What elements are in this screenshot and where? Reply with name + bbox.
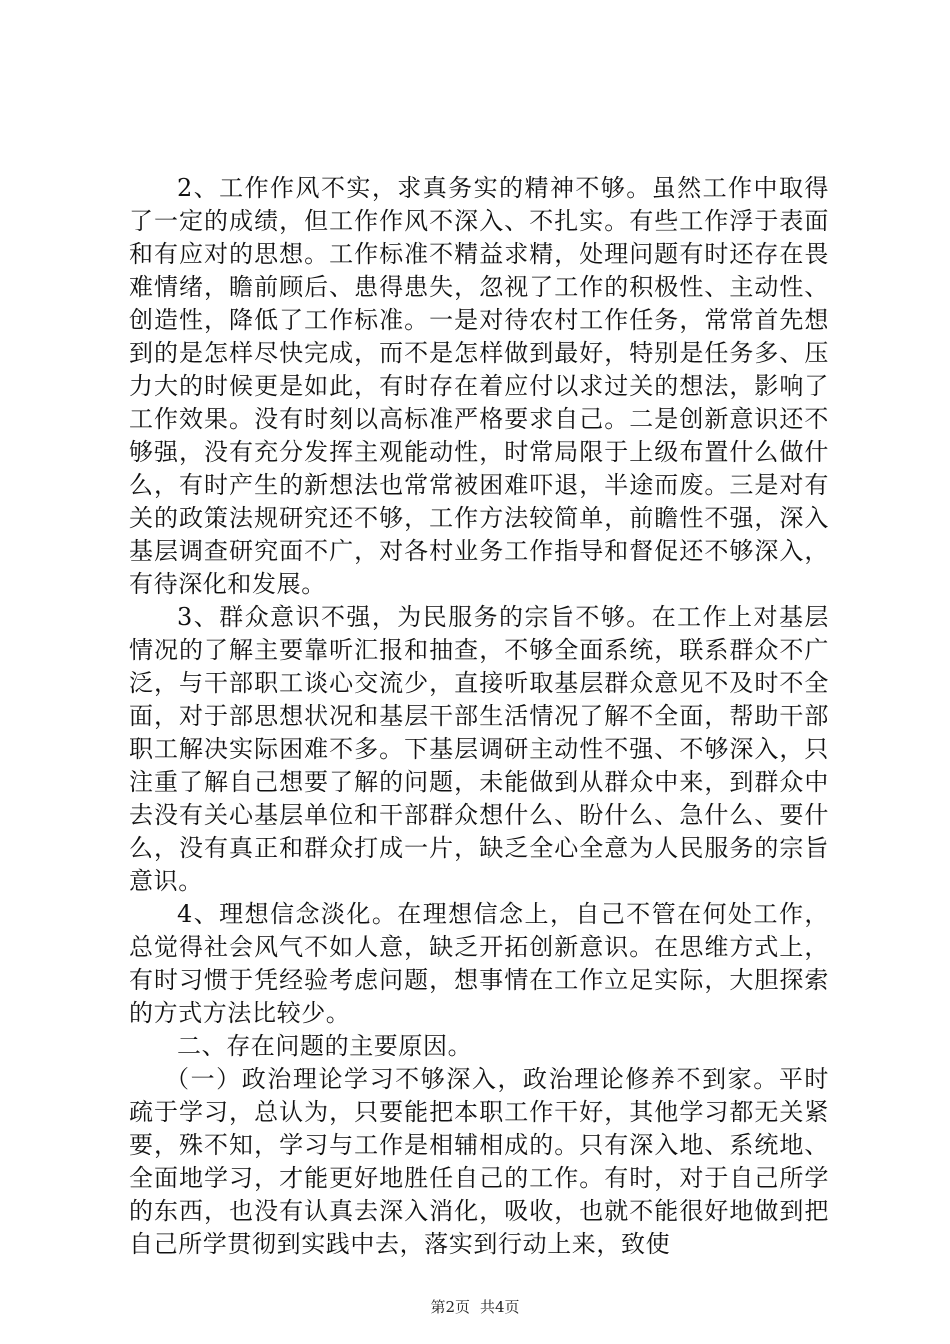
page-number: 第2页 [430,1298,470,1316]
paragraph-political-theory: （一）政治理论学习不够深入，政治理论修养不到家。平时疏于学习，总认为，只要能把本职工作干好，其他学习都无关紧要，殊不知，学习与工作是相辅相成的。只有深入地、系统地、全面地学习，才能更好地胜任自己的工作。有时，对于自己所学的东西，也没有认真去深入消化，吸收，也就不能很好地做到把自己所学贯彻到实践中去，落实到行动上来，致使 [129,1065,829,1258]
paragraph-work-style: 2、工作作风不实，求真务实的精神不够。虽然工作中取得了一定的成绩，但工作作风不深入、不扎实。有些工作浮于表面和有应对的思想。工作标准不精益求精，处理问题有时还存在畏难情绪，瞻前顾后、患得患失，忽视了工作的积极性、主动性、创造性，降低了工作标准。一是对待农村工作任务，常常首先想到的是怎样尽快完成，而不是怎样做到最好，特别是任务多、压力大的时候更是如此，有时存在着应付以求过关的想法，影响了工作效果。没有时刻以高标准严格要求自己。二是创新意识还不够强，没有充分发挥主观能动性，时常局限于上级布置什么做什么，有时产生的新想法也常常被困难吓退，半途而废。三是对有关的政策法规研究还不够，工作方法较简单，前瞻性不强，深入基层调查研究面不广，对各村业务工作指导和督促还不够深入，有待深化和发展。 [129,174,829,598]
page-footer [0,1296,950,1317]
section-heading-causes: 二、存在问题的主要原因。 [177,1032,473,1060]
paragraph-mass-awareness: 3、群众意识不强，为民服务的宗旨不够。在工作上对基层情况的了解主要靠听汇报和抽查，不够全面系统，联系群众不广泛，与干部职工谈心交流少，直接听取基层群众意见不及时不全面，对于部思想状况和基层干部生活情况了解不全面，帮助干部职工解决实际困难不多。下基层调研主动性不强、不够深入，只注重了解自己想要了解的问题，未能做到从群众中来，到群众中去没有关心基层单位和干部群众想什么、盼什么、急什么、要什么，没有真正和群众打成一片，缺乏全心全意为人民服务的宗旨意识。 [129,603,829,895]
document-body [129,172,829,1261]
page-total: 共4页 [480,1298,520,1316]
paragraph-ideals-beliefs: 4、理想信念淡化。在理想信念上，自己不管在何处工作，总觉得社会风气不如人意，缺乏开拓创新意识。在思维方式上，有时习惯于凭经验考虑问题，想事情在工作立足实际，大胆探索的方式方法比较少。 [129,900,829,1027]
